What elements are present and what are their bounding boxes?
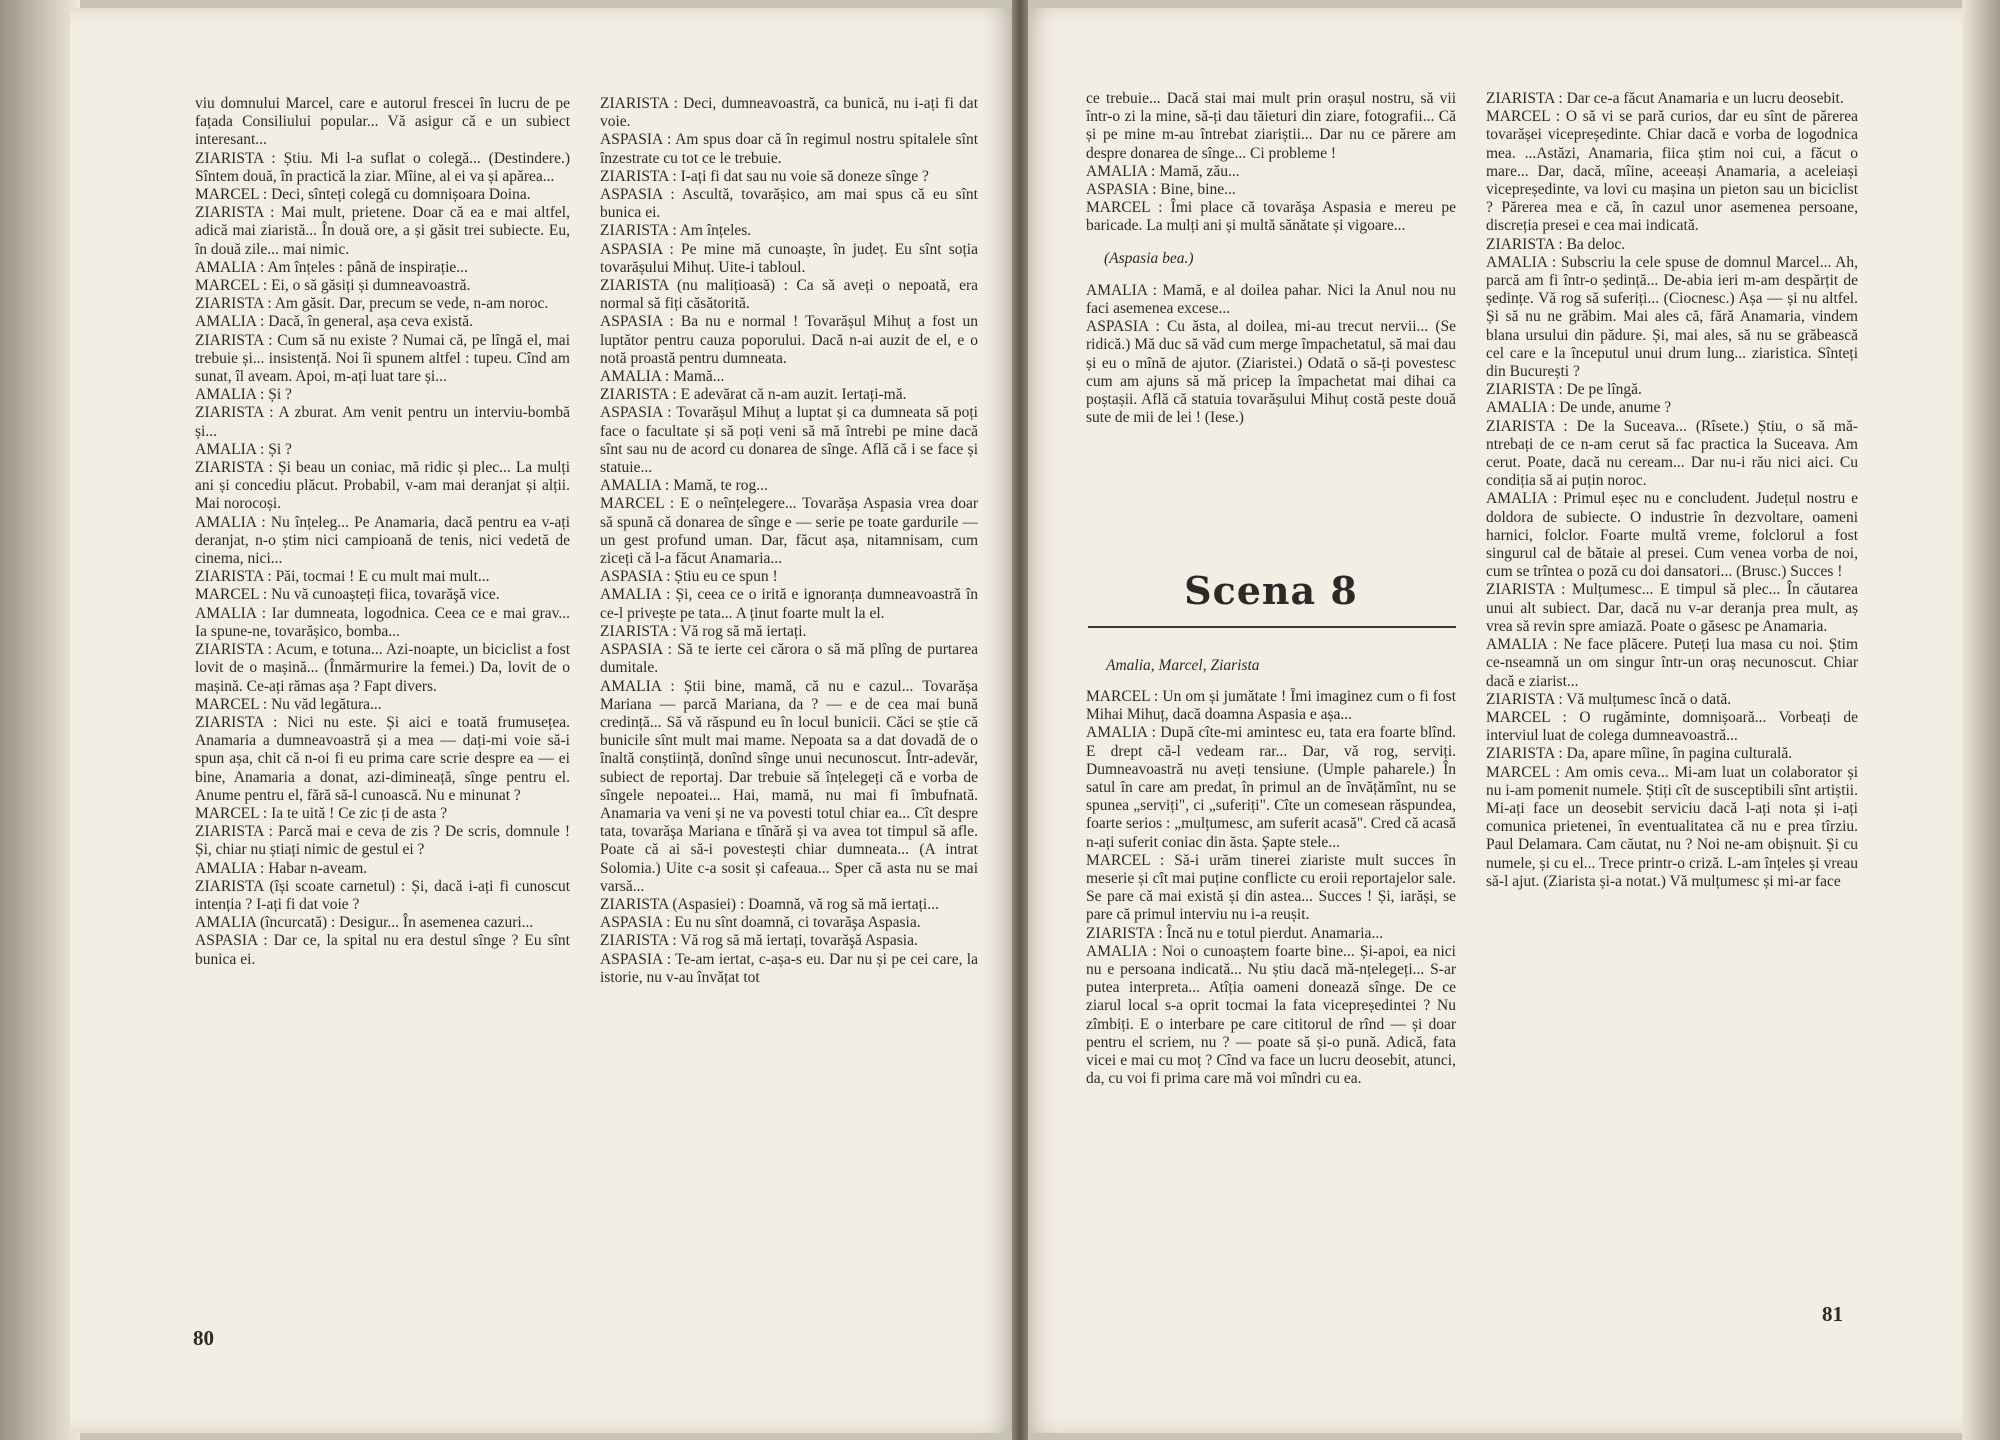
dialogue-paragraph: ZIARISTA : Vă rog să mă iertați, tovarăşă Aspasia. xyxy=(600,932,918,950)
dialogue-paragraph: AMALIA : Iar dumneata, logodnica. Ceea ce e mai grav... Ia spune-ne, tovarășico, bomba... xyxy=(195,604,570,640)
right-page-column-1 xyxy=(1086,90,1456,427)
dialogue-paragraph: viu domnului Marcel, care e autorul frescei în lucru de pe fațada Consiliului popular... Vă asigur că e un subiect interesant... xyxy=(195,95,570,149)
dialogue-paragraph: MARCEL : Un om și jumătate ! Îmi imaginez cum o fi fost Mihai Mihuț, dacă doamna Aspasia e așa... xyxy=(1086,688,1456,724)
dialogue-paragraph: ASPASIA : Să te ierte cei cărora o să mă plîng de purtarea dumitale. xyxy=(600,641,978,677)
dialogue-paragraph: ZIARISTA : Cum să nu existe ? Numai că, pe lîngă el, mai trebuie și... insistență. Noi îi spunem altfel : tupeu. Cînd am sunat, îl aveam. Apoi, m-ați luat tare și... xyxy=(195,331,570,386)
book-edge-left xyxy=(0,0,80,1440)
dialogue-paragraph: ASPASIA : Dar ce, la spital nu era destul sînge ? Eu sînt bunica ei. xyxy=(195,932,570,968)
dialogue-paragraph: ZIARISTA : Parcă mai e ceva de zis ? De scris, domnule ! Și, chiar nu știați nimic de gestul ei ? xyxy=(195,823,570,859)
dialogue-paragraph: AMALIA : Ne face plăcere. Puteți lua masa cu noi. Știm ce-nseamnă un om singur într-un oraș necunoscut. Chiar dacă e ziarist... xyxy=(1486,636,1858,690)
dialogue-paragraph: ZIARISTA : De pe lîngă. xyxy=(1486,381,1642,399)
dialogue-paragraph: MARCEL : Îmi place că tovarăşa Aspasia e mereu pe baricade. La mulți ani și multă sănătate și vigoare... xyxy=(1086,199,1456,235)
dialogue-paragraph: ZIARISTA (își scoate carnetul) : Și, dacă i-ați fi cunoscut intenția ? I-ați fi dat voie ? xyxy=(195,877,570,913)
dialogue-paragraph: ZIARISTA : Deci, dumneavoastră, ca bunică, nu i-ați fi dat voie. xyxy=(600,95,978,131)
dialogue-paragraph: ZIARISTA : Nici nu este. Și aici e toată frumusețea. Anamaria a dumneavoastră și a mea — dați-mi voie să-i spun așa, chit că n-oi fi eu prima care scrie despre ea — ei bine, Anamaria a donat, azi-dimineață, sînge pentru el. Anume pentru el, fără să-l cunoască. Nu e minunat ? xyxy=(195,713,570,804)
dialogue-paragraph: MARCEL : Nu văd legătura... xyxy=(195,695,382,713)
dialogue-paragraph: AMALIA : Nu înțeleg... Pe Anamaria, dacă pentru ea v-ați deranjat, n-o știm nici campioană de tenis, nici vedetă de cinema, nici... xyxy=(195,513,570,568)
dialogue-paragraph: AMALIA (încurcată) : Desigur... În asemenea cazuri... xyxy=(195,914,534,932)
dialogue-paragraph: ZIARISTA : A zburat. Am venit pentru un interviu-bombă și... xyxy=(195,404,570,440)
dialogue-paragraph: ASPASIA : Ba nu e normal ! Tovarășul Mihuț a fost un luptător pentru cauza poporului. Dacă n-ai auzit de el, e o notă proastă pentru dumneata. xyxy=(600,313,978,367)
left-page-column-2 xyxy=(600,95,978,987)
page-number-right: 81 xyxy=(1822,1302,1843,1326)
dialogue-paragraph: AMALIA : Mamă, e al doilea pahar. Nici la Anul nou nu faci asemenea excese... xyxy=(1086,281,1456,318)
dialogue-paragraph: ZIARISTA : Și beau un coniac, mă ridic și plec... La mulți ani și concediu plăcut. Probabil, v-am mai deranjat și alții. Mai norocoși. xyxy=(195,459,570,513)
dialogue-paragraph: MARCEL : O să vi se pară curios, dar eu sînt de părerea tovarășei vicepreședinte. Chiar dacă e vorba de logodnica mea. ...Astăzi, Anamaria, fiica știm noi cui, a făcut o mare... Dar, dacă, mîine, aceeași Anamaria, a aceleiași vicepreședinte, va lovi cu mașina un pieton sau un biciclist ? Părerea mea e că, în cazul unor asemenea persoane, discreția presei e cea mai indicată. xyxy=(1486,108,1858,235)
book-gutter xyxy=(1012,0,1028,1440)
dialogue-paragraph: AMALIA : Am înțeles : până de inspirație... xyxy=(195,258,468,276)
dialogue-paragraph: AMALIA : Mamă, zău... xyxy=(1086,162,1240,180)
dialogue-paragraph: AMALIA : Mamă... xyxy=(600,368,725,386)
dialogue-paragraph: ASPASIA : Eu nu sînt doamnă, ci tovarăşa Aspasia. xyxy=(600,914,921,932)
dialogue-paragraph: ce trebuie... Dacă stai mai mult prin orașul nostru, să vii într-o zi la mine, să-ți dau tăieturi din ziare, fotografii... Că și pe mine m-au întrebat ziariștii... Dar nu ce părere am despre donarea de sînge... Ci probleme ! xyxy=(1086,90,1456,162)
dialogue-paragraph: AMALIA : Primul eșec nu e concludent. Județul nostru e doldora de subiecte. O industrie în dezvoltare, oameni harnici, folclor. Foarte multă vreme, folclorul a fost singurul cal de bătaie al presei. Cum venea vorba de noi, cum se trîntea o poză cu doi dansatori... (Brusc.) Succes ! xyxy=(1486,490,1858,581)
dialogue-paragraph: ZIARISTA : Vă mulțumesc încă o dată. xyxy=(1486,690,1732,708)
dialogue-paragraph: ZIARISTA : E adevărat că n-am auzit. Iertați-mă. xyxy=(600,386,907,404)
dialogue-paragraph: ZIARISTA : I-ați fi dat sau nu voie să doneze sînge ? xyxy=(600,167,929,185)
dialogue-paragraph: MARCEL : O rugăminte, domnișoară... Vorbeați de interviul luat de colega dumneavoastră... xyxy=(1486,708,1858,745)
dialogue-paragraph: AMALIA : Habar n-aveam. xyxy=(195,859,368,877)
dialogue-paragraph: AMALIA : După cîte-mi amintesc eu, tata era foarte blînd. E drept că-l vedeam rar... Dar, vă rog, serviți. Dumneavoastră nu aveți tensiune. (Umple paharele.) În satul în care am predat, în primul an de învățămînt, nu se spunea „serviți", ci „suferiți". Cîte un comesean răspundea, foarte serios : „mulțumesc, am suferit acasă". Cred că acasă n-ați suferit coniac din ăsta. Șapte stele... xyxy=(1086,724,1456,851)
dialogue-paragraph: ZIARISTA : Încă nu e totul pierdut. Anamaria... xyxy=(1086,924,1384,942)
dialogue-paragraph: ASPASIA : Pe mine mă cunoaște, în județ. Eu sînt soția tovarășului Mihuț. Uite-i tabloul. xyxy=(600,240,978,276)
dialogue-paragraph: AMALIA : De unde, anume ? xyxy=(1486,399,1672,417)
dialogue-paragraph: ZIARISTA : Am găsit. Dar, precum se vede, n-am noroc. xyxy=(195,295,549,313)
dialogue-paragraph: MARCEL : Ia te uită ! Ce zic ți de asta ? xyxy=(195,804,448,822)
dialogue-paragraph: ASPASIA : Știu eu ce spun ! xyxy=(600,568,778,586)
dialogue-paragraph: AMALIA : Dacă, în general, așa ceva există. xyxy=(195,313,474,331)
dialogue-paragraph: ZIARISTA : Mai mult, prietene. Doar că ea e mai altfel, adică mai ziaristă... În două ore, a și găsit trei subiecte. Eu, în două zile... mai nimic. xyxy=(195,204,570,258)
dialogue-paragraph: ASPASIA : Bine, bine... xyxy=(1086,181,1236,199)
dialogue-paragraph: AMALIA : Și, ceea ce o irită e ignoranța dumneavoastră în ce-l privește pe tata... A ținut foarte mult la el. xyxy=(600,586,978,622)
dialogue-paragraph: ZIARISTA (nu malițioasă) : Ca să aveți o nepoată, era normal să fiți căsătorită. xyxy=(600,277,978,313)
dialogue-paragraph: ASPASIA : Te-am iertat, c-așa-s eu. Dar nu și pe cei care, la istorie, nu v-au învățat tot xyxy=(600,950,978,986)
dialogue-paragraph: ZIARISTA : Da, apare mîine, în pagina culturală. xyxy=(1486,745,1793,763)
dialogue-paragraph: MARCEL : Am omis ceva... Mi-am luat un colaborator și nu i-am pomenit numele. Știți cît de susceptibili sînt artiștii. Mi-ați face un deosebit serviciu dacă l-ați nota și i-ați comunica prietenei, în eventualitatea că nu e prea tîrziu. Paul Delamara. Cam căutat, nu ? Noi ne-am obișnuit. Și cu numele, și cu el... Trece printr-o criză. L-am înțeles și vreau să-l ajut. (Ziarista și-a notat.) Vă mulțumesc și mi-ar face xyxy=(1486,763,1858,890)
dialogue-paragraph: ASPASIA : Cu ăsta, al doilea, mi-au trecut nervii... (Se ridică.) Mă duc să văd cum merge împachetatul, să mai dau și eu o mînă de ajutor. (Ziaristei.) Odată o să-ți povestesc cum am ajuns să mă pricep la împachetat mai dihai ca poștașii. Află că statuia tovarășului Mihuț costă peste două sute de mii de lei ! (Iese.) xyxy=(1086,318,1456,427)
dialogue-paragraph: ASPASIA : Ascultă, tovarășico, am mai spus că eu sînt bunica ei. xyxy=(600,186,978,222)
dialogue-paragraph: ZIARISTA : Ba deloc. xyxy=(1486,235,1626,253)
scene-cast: Amalia, Marcel, Ziarista xyxy=(1106,657,1260,674)
dialogue-paragraph: ZIARISTA : Păi, tocmai ! E cu mult mai mult... xyxy=(195,568,490,586)
book-edge-right xyxy=(1962,0,2000,1440)
dialogue-paragraph: MARCEL : Deci, sînteți colegă cu domnișoara Doina. xyxy=(195,186,531,204)
dialogue-paragraph: MARCEL : Nu vă cunoașteți fiica, tovarăşă vice. xyxy=(195,586,500,604)
dialogue-paragraph: MARCEL : E o neînțelegere... Tovarășa Aspasia vrea doar să spună că donarea de sînge e — serie pe toate gardurile — un gest profund uman. Dar, făcut așa, nitamnisam, cum ziceți că l-a făcut Anamaria... xyxy=(600,495,978,568)
dialogue-paragraph: AMALIA : Noi o cunoaștem foarte bine... Și-apoi, ea nici nu e persoana indicată... Nu știu dacă mă-nțelegeți... S-ar putea interpreta... Atîția oameni donează sînge. De ce ziarul local s-a oprit tocmai la fata vicepreședintei ? Nu zîmbiți. E o interbare pe care cititorul de rînd — și doar pentru el scriem, nu ? — poate să și-o pună. Adică, fata vicei e mai cu moț ? Cînd va face un lucru deosebit, atunci, da, cu voi fi prima care mă voi mîndri cu ea. xyxy=(1086,942,1456,1088)
dialogue-paragraph: AMALIA : Subscriu la cele spuse de domnul Marcel... Ah, parcă am fi într-o ședință... De-abia ieri m-am despărțit de ședințe. Vă rog să suferiți... (Ciocnesc.) Așa — și nu altfel. Și să nu ne grăbim. Mai ales că, fără Anamaria, vindem blana ursului din pădure. Și, mai ales, să nu se grăbească cel care e la începutul unui drum lung... ziaristica. Sînteți din București ? xyxy=(1486,253,1858,381)
dialogue-paragraph: AMALIA : Și ? xyxy=(195,386,292,404)
dialogue-paragraph: ASPASIA : Am spus doar că în regimul nostru spitalele sînt înzestrate cu tot ce le trebuie. xyxy=(600,131,978,167)
dialogue-paragraph: ZIARISTA : Mulțumesc... E timpul să plec... În căutarea unui alt subiect. Dar, dacă nu v-ar deranja prea mult, aș vrea să revin spre amiază. Poate o găsesc pe Anamaria. xyxy=(1486,581,1858,635)
scene-title: Scena 8 xyxy=(1184,568,1358,613)
left-page-column-1 xyxy=(195,95,570,969)
dialogue-paragraph: ZIARISTA (Aspasiei) : Doamnă, vă rog să mă iertați... xyxy=(600,895,939,913)
scene-divider xyxy=(1088,626,1456,628)
dialogue-paragraph: AMALIA : Și ? xyxy=(195,440,292,458)
dialogue-paragraph: ZIARISTA : Am înțeles. xyxy=(600,222,752,240)
right-page-column-2 xyxy=(1486,90,1858,891)
dialogue-paragraph: ZIARISTA : Știu. Mi l-a suflat o colegă... (Destindere.) Sîntem două, în practică la ziar. Mîine, al ei va și apărea... xyxy=(195,149,570,185)
dialogue-paragraph: ASPASIA : Tovarășul Mihuț a luptat și ca dumneata să poți face o facultate și să poți veni să mă întrebi pe mine dacă sînt sau nu de acord cu donarea de sînge. Află că i se face și statuie... xyxy=(600,404,978,477)
dialogue-paragraph: ZIARISTA : De la Suceava... (Rîsete.) Știu, o să mă-ntrebați de ce n-am cerut să fac practica la Suceava. Am cerut. Poate, dacă nu ceream... Dar nu-i rău nici aici. Cu condiția să ai puțin noroc. xyxy=(1486,417,1858,490)
page-number-left: 80 xyxy=(193,1326,214,1350)
right-page-column-1-bottom xyxy=(1086,688,1456,1088)
dialogue-paragraph: ZIARISTA : Dar ce-a făcut Anamaria e un lucru deosebit. xyxy=(1486,90,1844,107)
dialogue-paragraph: AMALIA : Știi bine, mamă, că nu e cazul... Tovarășa Mariana — parcă Mariana, da ? — e de cea mai bună credință... Să vă răspund eu în locul bunicii. Căci se știe că bunicile sînt mult mai mame. Nepoata sa a dat dovadă de o înaltă conștiință, donînd sînge unui necunoscut. Într-adevăr, subiect de reportaj. Dar trebuie să înțelegeți că e vorba de sîngele nepoatei... Hai, mamă, nu mai fi îmbufnată. Anamaria va veni și ne va povesti totul chiar ea... Cît despre tata, tovarăşa Mariana e tînără și va avea tot timpul să afle. Poate că ai să-i povestești chiar dumneata... (A intrat Solomia.) Uite c-a sosit și cafeaua... Sper că asta nu se mai varsă... xyxy=(600,677,978,895)
dialogue-paragraph: ZIARISTA : Acum, e totuna... Azi-noapte, un biciclist a fost lovit de o mașină... (Înmărmurire la femei.) Da, lovit de o mașină. Ce-ați rămas așa ? Fapt divers. xyxy=(195,641,570,695)
dialogue-paragraph: MARCEL : Să-i urăm tinerei ziariste mult succes în meserie și cît mai puține conflicte cu eroii reportajelor sale. Se pare că mai există și din astea... Succes ! Și, iarăși, se pare că primul interviu nu i-a reușit. xyxy=(1086,851,1456,924)
dialogue-paragraph: MARCEL : Ei, o să găsiți și dumneavoastră. xyxy=(195,277,471,295)
dialogue-paragraph: AMALIA : Mamă, te rog... xyxy=(600,477,768,495)
dialogue-paragraph: ZIARISTA : Vă rog să mă iertați. xyxy=(600,622,807,640)
dialogue-paragraph: (Aspasia bea.) xyxy=(1104,249,1194,267)
